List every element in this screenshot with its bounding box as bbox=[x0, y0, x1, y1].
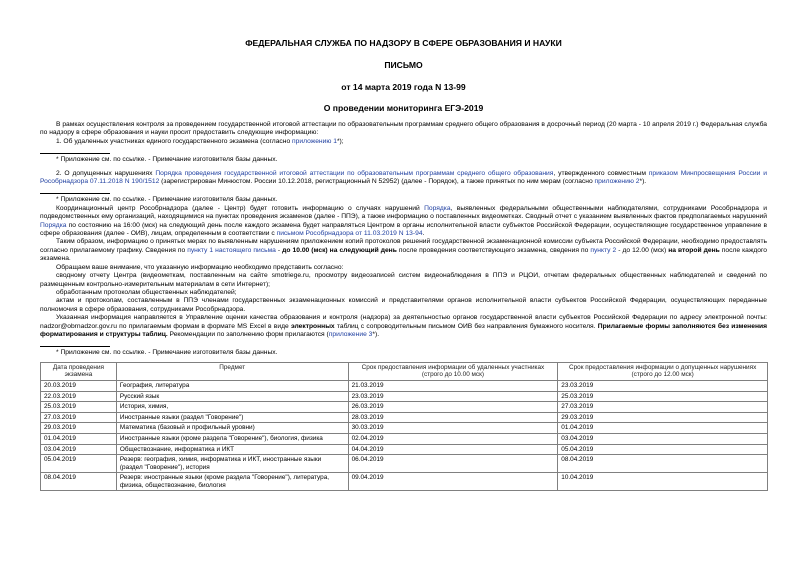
cell-date: 03.04.2019 bbox=[41, 444, 117, 455]
link-appendix-3[interactable]: приложение 3 bbox=[328, 330, 373, 338]
cell-deadline-violations: 25.03.2019 bbox=[558, 391, 768, 402]
cell-subject: Резерв: иностранные языки (кроме раздела "Говорение"), литература, физика, обществознание, биология bbox=[116, 473, 348, 491]
item-1: 1. Об удаленных участниках единого государственного экзамена (согласно приложению 1*); bbox=[56, 137, 344, 145]
date-number: от 14 марта 2019 года N 13-99 bbox=[341, 82, 466, 92]
link-order[interactable]: приказом Минпросвещения России и Рособрнадзора 07.11.2018 N 190/1512 bbox=[40, 169, 767, 186]
link-point-1[interactable]: пункту 1 настоящего письма bbox=[187, 246, 276, 254]
agency-title: ФЕДЕРАЛЬНАЯ СЛУЖБА ПО НАДЗОРУ В СФЕРЕ ОБРАЗОВАНИЯ И НАУКИ bbox=[245, 38, 562, 48]
cell-deadline-removed: 30.03.2019 bbox=[348, 423, 558, 434]
cell-deadline-violations: 03.04.2019 bbox=[558, 433, 768, 444]
header-deadline-removed: Срок предоставления информации об удаленных участниках (строго до 10.00 мск) bbox=[348, 362, 558, 380]
link-procedure[interactable]: Порядка bbox=[40, 221, 67, 229]
cell-deadline-violations: 08.04.2019 bbox=[558, 455, 768, 473]
cell-deadline-removed: 02.04.2019 bbox=[348, 433, 558, 444]
paragraph-protocols: обработанным протоколам общественных наблюдателей; bbox=[56, 288, 237, 296]
cell-date: 08.04.2019 bbox=[41, 473, 117, 491]
cell-subject: Русский язык bbox=[116, 391, 348, 402]
footnote-divider bbox=[40, 193, 110, 194]
link-appendix-2[interactable]: приложению 2 bbox=[594, 178, 640, 186]
cell-deadline-violations: 27.03.2019 bbox=[558, 402, 768, 413]
link-appendix-1[interactable]: приложению 1 bbox=[292, 137, 337, 145]
footnote-divider bbox=[40, 153, 110, 154]
footnote-3: * Приложение см. по ссылке. - Примечание изготовителя базы данных. bbox=[56, 349, 278, 357]
cell-deadline-removed: 28.03.2019 bbox=[348, 412, 558, 423]
paragraph-report: сводному отчету Центра (видеометкам, поставленным на сайте smotriege.ru, просмотру видеозаписей систем видеонаблюдения в ППЭ и РЦОИ, отчетам федеральных общественных наблюдателей и сведений по размещенным контрольно-измерительным материалам в сети Интернет); bbox=[40, 272, 767, 288]
cell-subject: География, литература bbox=[116, 380, 348, 391]
cell-deadline-removed: 04.04.2019 bbox=[348, 444, 558, 455]
doc-subject: О проведении мониторинга ЕГЭ-2019 bbox=[323, 103, 484, 113]
cell-date: 01.04.2019 bbox=[41, 433, 117, 444]
cell-deadline-removed: 09.04.2019 bbox=[348, 473, 558, 491]
cell-deadline-removed: 26.03.2019 bbox=[348, 402, 558, 413]
doc-type: ПИСЬМО bbox=[384, 60, 423, 70]
cell-deadline-violations: 23.03.2019 bbox=[558, 380, 768, 391]
cell-subject: Иностранные языки (раздел "Говорение") bbox=[116, 412, 348, 423]
footnote-2: * Приложение см. по ссылке. - Примечание изготовителя базы данных. bbox=[56, 196, 278, 204]
table-header-row bbox=[41, 362, 768, 380]
link-point-2[interactable]: пункту 2 bbox=[590, 246, 617, 254]
cell-subject: Обществознание, информатика и ИКТ bbox=[116, 444, 348, 455]
cell-deadline-violations: 01.04.2019 bbox=[558, 423, 768, 434]
link-procedure[interactable]: Порядка bbox=[424, 204, 451, 212]
table-row bbox=[41, 444, 768, 455]
cell-deadline-violations: 10.04.2019 bbox=[558, 473, 768, 491]
table-row bbox=[41, 433, 768, 444]
cell-deadline-violations: 29.03.2019 bbox=[558, 412, 768, 423]
paragraph-acts: актам и протоколам, составленным в ППЭ членами государственных экзаменационных комиссий и представителями органов исполнительной власти субъектов Российской Федерации, осуществляющих переданные полномочия в сфере образования, сотрудниками Рособрнадзора. bbox=[40, 297, 767, 313]
schedule-table bbox=[40, 362, 768, 492]
item-2: 2. О допущенных нарушениях Порядка проведения государственной итоговой аттестации по образовательным программам среднего общего образования, утвержденного совместным приказом Минпросвещения России и Рособрнадзора 07.11.2018 N 190/1512 (зарегистрирован Минюстом. России 10.12.2018, регистрационный N 52952) (далее - Порядок), а также принятых по ним мерам (согласно приложению 2*). bbox=[40, 169, 767, 186]
footnote-divider bbox=[40, 346, 110, 347]
table-row bbox=[41, 455, 768, 473]
link-letter[interactable]: письмом Рособрнадзора от 11.03.2019 N 13-94 bbox=[276, 230, 423, 238]
header-deadline-violations: Срок предоставления информации о допущенных нарушениях (строго до 12.00 мск) bbox=[558, 362, 768, 380]
cell-date: 27.03.2019 bbox=[41, 412, 117, 423]
cell-date: 05.04.2019 bbox=[41, 455, 117, 473]
paragraph-schedule: Таким образом, информацию о принятых мерах по выявленным нарушениям приложением копий протоколов решений государственной экзаменационной комиссии субъекта Российской Федерации, необходимо предоставлять согласно прилагаемому графику. Сведения по пункту 1 настоящего письма - до 10.00 (мск) на следующий день после проведения соответствующего экзамена, сведения по пункту 2 - до 12.00 (мск) на второй день после каждого экзамена. bbox=[40, 238, 767, 263]
cell-date: 20.03.2019 bbox=[41, 380, 117, 391]
link-procedure[interactable]: Порядка проведения государственной итоговой аттестации по образовательным программам среднего общего образования bbox=[155, 169, 554, 177]
table-row bbox=[41, 473, 768, 491]
cell-deadline-removed: 06.04.2019 bbox=[348, 455, 558, 473]
table-row bbox=[41, 423, 768, 434]
cell-subject: История, химия, bbox=[116, 402, 348, 413]
cell-deadline-removed: 21.03.2019 bbox=[348, 380, 558, 391]
table-row bbox=[41, 380, 768, 391]
paragraph-attention: Обращаем ваше внимание, что указанную информацию необходимо представить согласно: bbox=[56, 263, 344, 271]
paragraph-submission: Указанная информация направляется в Управление оценки качества образования и контроля (надзора) за деятельностью органов государственной власти субъектов Российской Федерации по адресу электронной почты: nadzor@obrnadzor.gov.ru по прилагаемым формам в формате MS Excel в виде электронных таблиц с сопроводительным письмом ОИВ без направления бумажного носителя. Прилагаемые формы заполняются без изменения форматирования и структуры таблиц. Рекомендации по заполнению форм прилагаются (приложение 3*). bbox=[40, 314, 767, 338]
cell-subject: Иностранные языки (кроме раздела "Говорение"), биология, физика bbox=[116, 433, 348, 444]
cell-date: 29.03.2019 bbox=[41, 423, 117, 434]
table-row bbox=[41, 412, 768, 423]
cell-date: 25.03.2019 bbox=[41, 402, 117, 413]
header-date: Дата проведения экзамена bbox=[41, 362, 117, 380]
cell-subject: Резерв: география, химия, информатика и ИКТ, иностранные языки (раздел "Говорение"), история bbox=[116, 455, 348, 473]
header-subject: Предмет bbox=[116, 362, 348, 380]
paragraph-center: Координационный центр Рособрнадзора (далее - Центр) будет готовить информацию о случаях нарушений Порядка, выявленных федеральными общественными наблюдателями, сотрудниками Рособрнадзора и подведомственных ему организаций, находящимися на пунктах проведения экзаменов (далее - ППЭ), а также информацию о поставленных видеометках. Сводный отчет с указанием выявленных фактов предполагаемых нарушений Порядка по состоянию на 16:00 (мск) на следующий день после каждого экзамена будет направляться Центром в органы исполнительной власти субъектов Российской Федерации, осуществляющие государственное управление в сфере образования (далее - ОИВ), лицам, определенным в соответствии с письмом Рособрнадзора от 11.03.2019 N 13-94. bbox=[40, 204, 767, 238]
cell-deadline-violations: 05.04.2019 bbox=[558, 444, 768, 455]
cell-subject: Математика (базовый и профильный уровни) bbox=[116, 423, 348, 434]
footnote-1: * Приложение см. по ссылке. - Примечание изготовителя базы данных. bbox=[56, 156, 278, 164]
table-row bbox=[41, 391, 768, 402]
cell-date: 22.03.2019 bbox=[41, 391, 117, 402]
table-row bbox=[41, 402, 768, 413]
paragraph-intro: В рамках осуществления контроля за проведением государственной итоговой аттестации по образовательным программам среднего общего образования в досрочный период (20 марта - 10 апреля 2019 г.) Федеральная служба по надзору в сфере образования и науки просит предоставить следующие информацию: bbox=[40, 121, 767, 137]
cell-deadline-removed: 23.03.2019 bbox=[348, 391, 558, 402]
